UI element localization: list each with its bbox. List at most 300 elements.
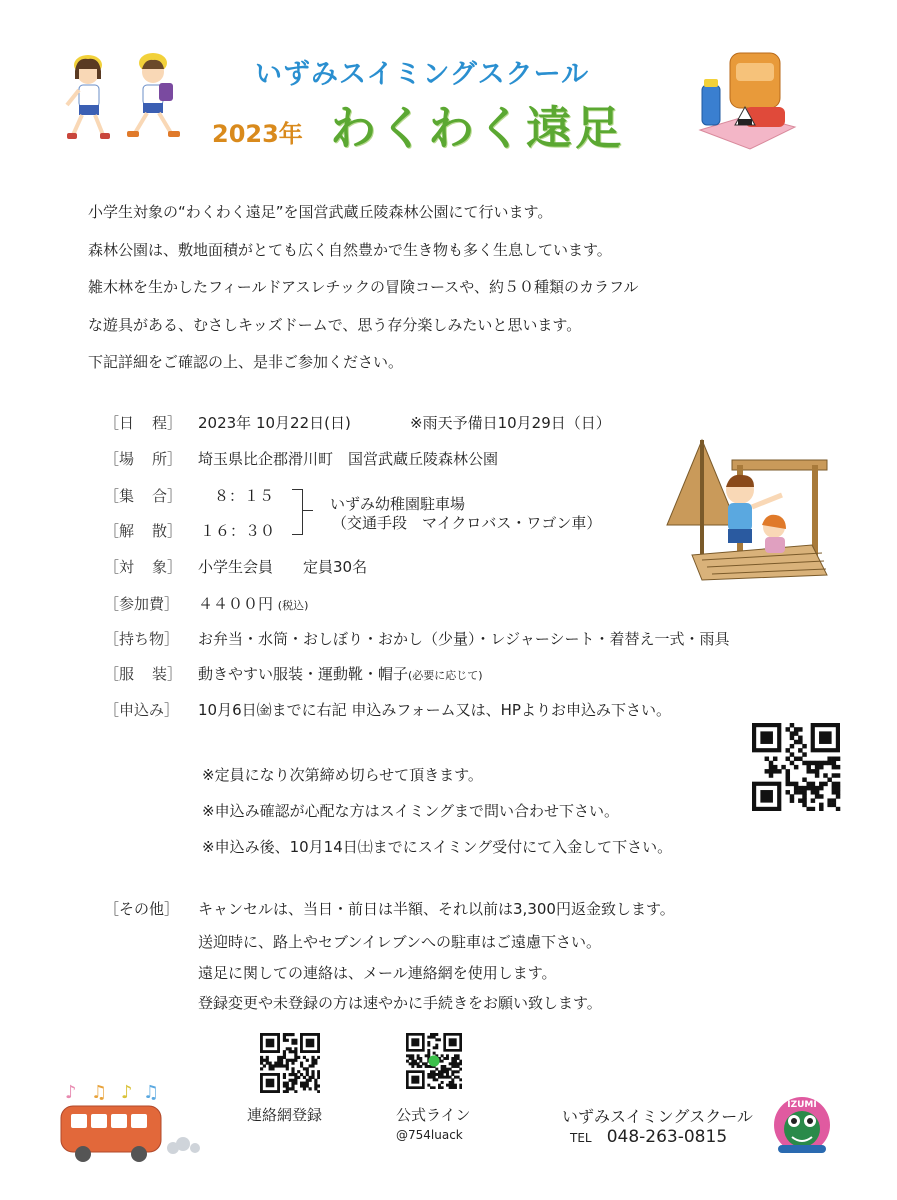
qr-module xyxy=(435,1033,438,1036)
qr-module xyxy=(781,765,785,769)
qr-module xyxy=(769,769,773,773)
qr-module xyxy=(314,1079,317,1082)
qr-module xyxy=(303,1076,306,1079)
qr-module xyxy=(280,1056,283,1059)
qr-module xyxy=(827,803,831,807)
qr-module xyxy=(291,1039,294,1042)
transport: （交通手段 マイクロバス・ワゴン車） xyxy=(332,514,602,532)
qr-module xyxy=(449,1084,452,1087)
qr-module xyxy=(414,1062,417,1065)
qr-module xyxy=(306,1070,309,1073)
qr-module xyxy=(411,1062,414,1065)
qr-module xyxy=(794,727,798,731)
qr-module xyxy=(317,1076,320,1079)
qr-module xyxy=(806,761,810,765)
qr-module xyxy=(291,1059,294,1062)
qr-module xyxy=(832,773,836,777)
qr-module xyxy=(309,1087,312,1090)
qr-module xyxy=(306,1079,309,1082)
qr-module xyxy=(451,1065,454,1068)
qr-module xyxy=(289,1073,292,1076)
qr-module xyxy=(286,1082,289,1085)
qr-module xyxy=(297,1076,300,1079)
qr-module xyxy=(430,1086,433,1089)
qr-module xyxy=(827,761,831,765)
qr-module xyxy=(435,1073,438,1076)
qr-module xyxy=(441,1076,444,1079)
qr1-caption: 連絡網登録 xyxy=(247,1106,323,1124)
qr-module xyxy=(441,1070,444,1073)
qr-module xyxy=(790,798,794,802)
qr-module xyxy=(811,807,815,811)
qr-module xyxy=(289,1079,292,1082)
qr-module xyxy=(283,1073,286,1076)
note-line: ※定員になり次第締め切らせて頂きます。 xyxy=(202,766,483,784)
other-line: 送迎時に、路上やセブンイレブンへの駐車はご遠慮下さい。 xyxy=(198,933,602,951)
qr-module xyxy=(446,1057,449,1060)
qr-module xyxy=(311,1056,314,1059)
qr-module xyxy=(446,1076,449,1079)
qr-module xyxy=(790,782,794,786)
qr-finder xyxy=(411,1076,419,1084)
qr-module xyxy=(438,1086,441,1089)
qr-module xyxy=(433,1076,436,1079)
clothes-note: (必要に応じて) xyxy=(408,669,483,682)
qr-module xyxy=(271,1067,274,1070)
qr-module xyxy=(459,1084,462,1087)
qr-module xyxy=(438,1038,441,1041)
qr-module xyxy=(291,1033,294,1036)
qr-module xyxy=(427,1065,430,1068)
qr-module xyxy=(446,1073,449,1076)
qr-module xyxy=(291,1042,294,1045)
application-form-qr-code[interactable] xyxy=(752,723,843,811)
qr-module xyxy=(832,803,836,807)
qr-module xyxy=(311,1059,314,1062)
event-year: 2023年 xyxy=(212,120,303,148)
qr-module xyxy=(459,1078,462,1081)
qr-module xyxy=(266,1056,269,1059)
qr-module xyxy=(806,807,810,811)
qr-module xyxy=(311,1073,314,1076)
qr-module xyxy=(274,1064,277,1067)
qr-module xyxy=(811,782,815,786)
qr-module xyxy=(286,1067,289,1070)
qr-module xyxy=(443,1057,446,1060)
qr-module xyxy=(451,1070,454,1073)
qr-module xyxy=(449,1076,452,1079)
qr-module xyxy=(811,786,815,790)
qr-module xyxy=(798,727,802,731)
qr-module xyxy=(314,1059,317,1062)
qr-module xyxy=(266,1059,269,1062)
svg-text:♫: ♫ xyxy=(143,1082,160,1103)
qr-finder xyxy=(760,731,773,744)
qr-module xyxy=(306,1082,309,1085)
qr-module xyxy=(786,773,790,777)
qr-module xyxy=(435,1078,438,1081)
qr-module xyxy=(435,1044,438,1047)
qr-module xyxy=(811,798,815,802)
qr-module xyxy=(427,1036,430,1039)
qr-module xyxy=(823,773,827,777)
qr-module xyxy=(417,1062,420,1065)
qr-module xyxy=(306,1084,309,1087)
qr-module xyxy=(790,761,794,765)
intro-text xyxy=(88,194,808,382)
qr-module xyxy=(277,1062,280,1065)
qr-finder xyxy=(411,1038,419,1046)
qr-module xyxy=(815,790,819,794)
contact-registration-qr-code[interactable] xyxy=(260,1033,320,1093)
qr-module xyxy=(451,1060,454,1063)
qr-module xyxy=(786,790,790,794)
qr-module xyxy=(291,1073,294,1076)
qr-finder xyxy=(819,731,832,744)
qr-module xyxy=(806,786,810,790)
line-official-qr-code[interactable] xyxy=(406,1033,462,1089)
qr-module xyxy=(277,1064,280,1067)
qr-module xyxy=(441,1060,444,1063)
qr-module xyxy=(451,1084,454,1087)
qr-module xyxy=(317,1070,320,1073)
qr-module xyxy=(802,777,806,781)
intro-line: 小学生対象の“わくわく遠足”を国営武蔵丘陵森林公園にて行います。 xyxy=(88,203,553,221)
qr-module xyxy=(303,1084,306,1087)
qr-module xyxy=(283,1084,286,1087)
qr-module xyxy=(311,1062,314,1065)
qr-module xyxy=(451,1057,454,1060)
qr-module xyxy=(283,1033,286,1036)
qr-module xyxy=(443,1065,446,1068)
qr-module xyxy=(794,757,798,761)
qr-module xyxy=(794,765,798,769)
qr-module xyxy=(314,1087,317,1090)
qr-module xyxy=(286,1033,289,1036)
qr-module xyxy=(309,1079,312,1082)
qr-module xyxy=(430,1073,433,1076)
qr-module xyxy=(433,1086,436,1089)
qr-module xyxy=(802,744,806,748)
qr-module xyxy=(443,1068,446,1071)
qr-module xyxy=(286,1084,289,1087)
qr-module xyxy=(819,786,823,790)
qr-module xyxy=(294,1079,297,1082)
qr-module xyxy=(294,1073,297,1076)
qr-module xyxy=(794,782,798,786)
qr-module xyxy=(806,765,810,769)
qr-module xyxy=(430,1070,433,1073)
qr-module xyxy=(457,1062,460,1065)
qr-module xyxy=(291,1050,294,1053)
qr-module xyxy=(441,1065,444,1068)
qr-module xyxy=(430,1033,433,1036)
qr2-caption: 公式ライン xyxy=(396,1106,471,1124)
qr-module xyxy=(427,1054,430,1057)
qr-module xyxy=(819,765,823,769)
qr-module xyxy=(283,1064,286,1067)
qr-module xyxy=(280,1064,283,1067)
qr-module xyxy=(317,1090,320,1093)
qr-module xyxy=(454,1062,457,1065)
footer-contact xyxy=(570,1127,727,1147)
qr-module xyxy=(459,1086,462,1089)
qr-module xyxy=(811,769,815,773)
qr-module xyxy=(449,1062,452,1065)
qr-module xyxy=(289,1087,292,1090)
qr-module xyxy=(303,1056,306,1059)
qr-module xyxy=(836,782,840,786)
qr-module xyxy=(790,723,794,727)
qr-module xyxy=(291,1087,294,1090)
qr-module xyxy=(427,1041,430,1044)
tel-number: 048-263-0815 xyxy=(606,1127,728,1147)
qr-module xyxy=(433,1033,436,1036)
qr-module xyxy=(446,1068,449,1071)
qr-module xyxy=(283,1056,286,1059)
qr-module xyxy=(314,1082,317,1085)
qr-module xyxy=(277,1059,280,1062)
qr-module xyxy=(802,803,806,807)
qr-module xyxy=(283,1082,286,1085)
intro-line: 森林公園は、敷地面積がとても広く自然豊かで生き物も多く生息しています。 xyxy=(88,240,612,259)
qr-module xyxy=(454,1065,457,1068)
qr-module xyxy=(786,748,790,752)
qr-module xyxy=(798,740,802,744)
qr-module xyxy=(269,1064,272,1067)
qr-module xyxy=(314,1062,317,1065)
qr-module xyxy=(286,1062,289,1065)
qr-module xyxy=(811,761,815,765)
qr-module xyxy=(283,1039,286,1042)
qr-module xyxy=(823,761,827,765)
qr-module xyxy=(291,1084,294,1087)
qr-module xyxy=(790,736,794,740)
other-line: 遠足に関しての連絡は、メール連絡網を使用します。 xyxy=(198,964,557,982)
playground-kids-icon xyxy=(662,435,832,585)
qr-module xyxy=(815,769,819,773)
qr-module xyxy=(459,1068,462,1071)
qr-module xyxy=(274,1062,277,1065)
qr-module xyxy=(438,1070,441,1073)
school-title: いずみスイミングスクール xyxy=(255,59,590,90)
qr-module xyxy=(827,777,831,781)
qr-module xyxy=(836,757,840,761)
logo-text: IZUMI xyxy=(787,1100,817,1110)
qr-module xyxy=(419,1057,422,1060)
qr-module xyxy=(819,761,823,765)
qr-finder xyxy=(306,1039,315,1048)
qr-module xyxy=(433,1070,436,1073)
other-line: キャンセルは、当日・前日は半額、それ以前は3,300円返金致します。 xyxy=(198,900,675,918)
qr-module xyxy=(294,1082,297,1085)
qr-module xyxy=(300,1062,303,1065)
qr-module xyxy=(451,1086,454,1089)
qr-module xyxy=(449,1086,452,1089)
qr-module xyxy=(260,1056,263,1059)
qr-module xyxy=(819,803,823,807)
qr-module xyxy=(280,1062,283,1065)
qr-module xyxy=(836,790,840,794)
qr-module xyxy=(802,752,806,756)
qr-module xyxy=(294,1076,297,1079)
qr-module xyxy=(794,790,798,794)
qr-module xyxy=(836,807,840,811)
qr-module xyxy=(819,782,823,786)
frog-logo-icon xyxy=(772,1093,832,1157)
qr-module xyxy=(417,1054,420,1057)
qr-module xyxy=(427,1052,430,1055)
qr-module xyxy=(836,786,840,790)
qr-module xyxy=(266,1062,269,1065)
time-bracket xyxy=(292,489,303,535)
qr-module xyxy=(773,765,777,769)
qr-module xyxy=(283,1053,286,1056)
note-line: ※申込み確認が心配な方はスイミングまで問い合わせ下さい。 xyxy=(202,802,619,820)
qr-module xyxy=(457,1057,460,1060)
qr-module xyxy=(283,1036,286,1039)
qr-module xyxy=(443,1076,446,1079)
qr-module xyxy=(286,1047,289,1050)
qr-module xyxy=(260,1062,263,1065)
qr-module xyxy=(411,1060,414,1063)
qr-module xyxy=(306,1073,309,1076)
qr-module xyxy=(798,790,802,794)
qr-module xyxy=(794,786,798,790)
qr-module xyxy=(311,1064,314,1067)
qr-module xyxy=(294,1056,297,1059)
qr-module xyxy=(794,731,798,735)
qr-module xyxy=(311,1070,314,1073)
qr-module xyxy=(435,1068,438,1071)
qr-module xyxy=(409,1062,412,1065)
intro-line: な遊具がある、むさしキッズドームで、思う存分楽しみたいと思います。 xyxy=(88,315,582,334)
qr-module xyxy=(317,1073,320,1076)
qr-module xyxy=(815,761,819,765)
qr-module xyxy=(451,1081,454,1084)
qr-module xyxy=(409,1057,412,1060)
qr-module xyxy=(798,798,802,802)
qr-module xyxy=(269,1062,272,1065)
qr-module xyxy=(765,769,769,773)
qr-module xyxy=(427,1049,430,1052)
qr-module xyxy=(294,1042,297,1045)
line-id: @754luack xyxy=(396,1128,463,1142)
intro-line: 雑木林を生かしたフィールドアスレチックの冒険コースや、約５０種類のカラフル xyxy=(88,278,639,296)
qr-module xyxy=(411,1057,414,1060)
qr-module xyxy=(311,1076,314,1079)
qr-module xyxy=(454,1086,457,1089)
qr-module xyxy=(417,1065,420,1068)
qr-finder xyxy=(266,1079,275,1088)
qr-module xyxy=(263,1064,266,1067)
qr-module xyxy=(414,1060,417,1063)
qr-module xyxy=(289,1059,292,1062)
qr-module xyxy=(430,1076,433,1079)
qr-module xyxy=(457,1070,460,1073)
svg-text:♪: ♪ xyxy=(65,1082,77,1103)
qr-module xyxy=(802,761,806,765)
fee-value: ４４００円 xyxy=(198,595,274,613)
items-value: お弁当・水筒・おしぼり・おかし（少量）・レジャーシート・着替え一式・雨具 xyxy=(198,630,730,648)
qr-module xyxy=(832,765,836,769)
qr-module xyxy=(451,1073,454,1076)
qr-module xyxy=(277,1056,280,1059)
qr-module xyxy=(786,782,790,786)
time-bracket-tip xyxy=(303,510,313,511)
qr-module xyxy=(291,1067,294,1070)
qr-module xyxy=(286,1059,289,1062)
qr-module xyxy=(454,1070,457,1073)
qr-module xyxy=(406,1060,409,1063)
qr-module xyxy=(769,765,773,769)
qr-module xyxy=(823,782,827,786)
tel-label: TEL xyxy=(570,1131,592,1145)
qr-module xyxy=(806,769,810,773)
qr-module xyxy=(454,1076,457,1079)
qr-finder xyxy=(266,1039,275,1048)
qr-module xyxy=(433,1078,436,1081)
qr-module xyxy=(454,1060,457,1063)
qr-module xyxy=(283,1076,286,1079)
qr-module xyxy=(790,744,794,748)
qr-module xyxy=(286,1039,289,1042)
qr-module xyxy=(294,1053,297,1056)
qr-module xyxy=(798,757,802,761)
qr-module xyxy=(294,1050,297,1053)
qr-module xyxy=(438,1073,441,1076)
qr-module xyxy=(449,1081,452,1084)
qr-module xyxy=(790,794,794,798)
qr-module xyxy=(806,782,810,786)
qr-module xyxy=(773,769,777,773)
clothes-value: 動きやすい服装・運動靴・帽子 xyxy=(198,665,409,683)
qr-module xyxy=(294,1039,297,1042)
qr-module xyxy=(425,1054,428,1057)
qr-module xyxy=(441,1068,444,1071)
qr-module xyxy=(317,1084,320,1087)
other-label: ［その他］ xyxy=(104,900,180,918)
qr-module xyxy=(314,1084,317,1087)
qr-module xyxy=(443,1070,446,1073)
qr-module xyxy=(457,1065,460,1068)
qr-module xyxy=(832,782,836,786)
target-value: 小学生会員 定員30名 xyxy=(198,558,368,576)
qr-module xyxy=(438,1076,441,1079)
qr-module xyxy=(300,1064,303,1067)
qr-module xyxy=(802,786,806,790)
qr-module xyxy=(283,1090,286,1093)
qr-module xyxy=(300,1084,303,1087)
qr-module xyxy=(419,1060,422,1063)
qr-module xyxy=(406,1054,409,1057)
qr-module xyxy=(777,769,781,773)
qr-module xyxy=(409,1054,412,1057)
qr-module xyxy=(435,1038,438,1041)
qr-module xyxy=(815,786,819,790)
qr-module xyxy=(790,752,794,756)
qr-module xyxy=(815,794,819,798)
qr-module xyxy=(441,1054,444,1057)
qr-module xyxy=(297,1070,300,1073)
qr-module xyxy=(827,757,831,761)
qr-module xyxy=(819,794,823,798)
backpack-lunch-icon xyxy=(690,45,805,155)
qr-module xyxy=(297,1056,300,1059)
qr-module xyxy=(451,1078,454,1081)
fee-tax-note: (税込) xyxy=(277,599,309,612)
qr-module xyxy=(441,1081,444,1084)
